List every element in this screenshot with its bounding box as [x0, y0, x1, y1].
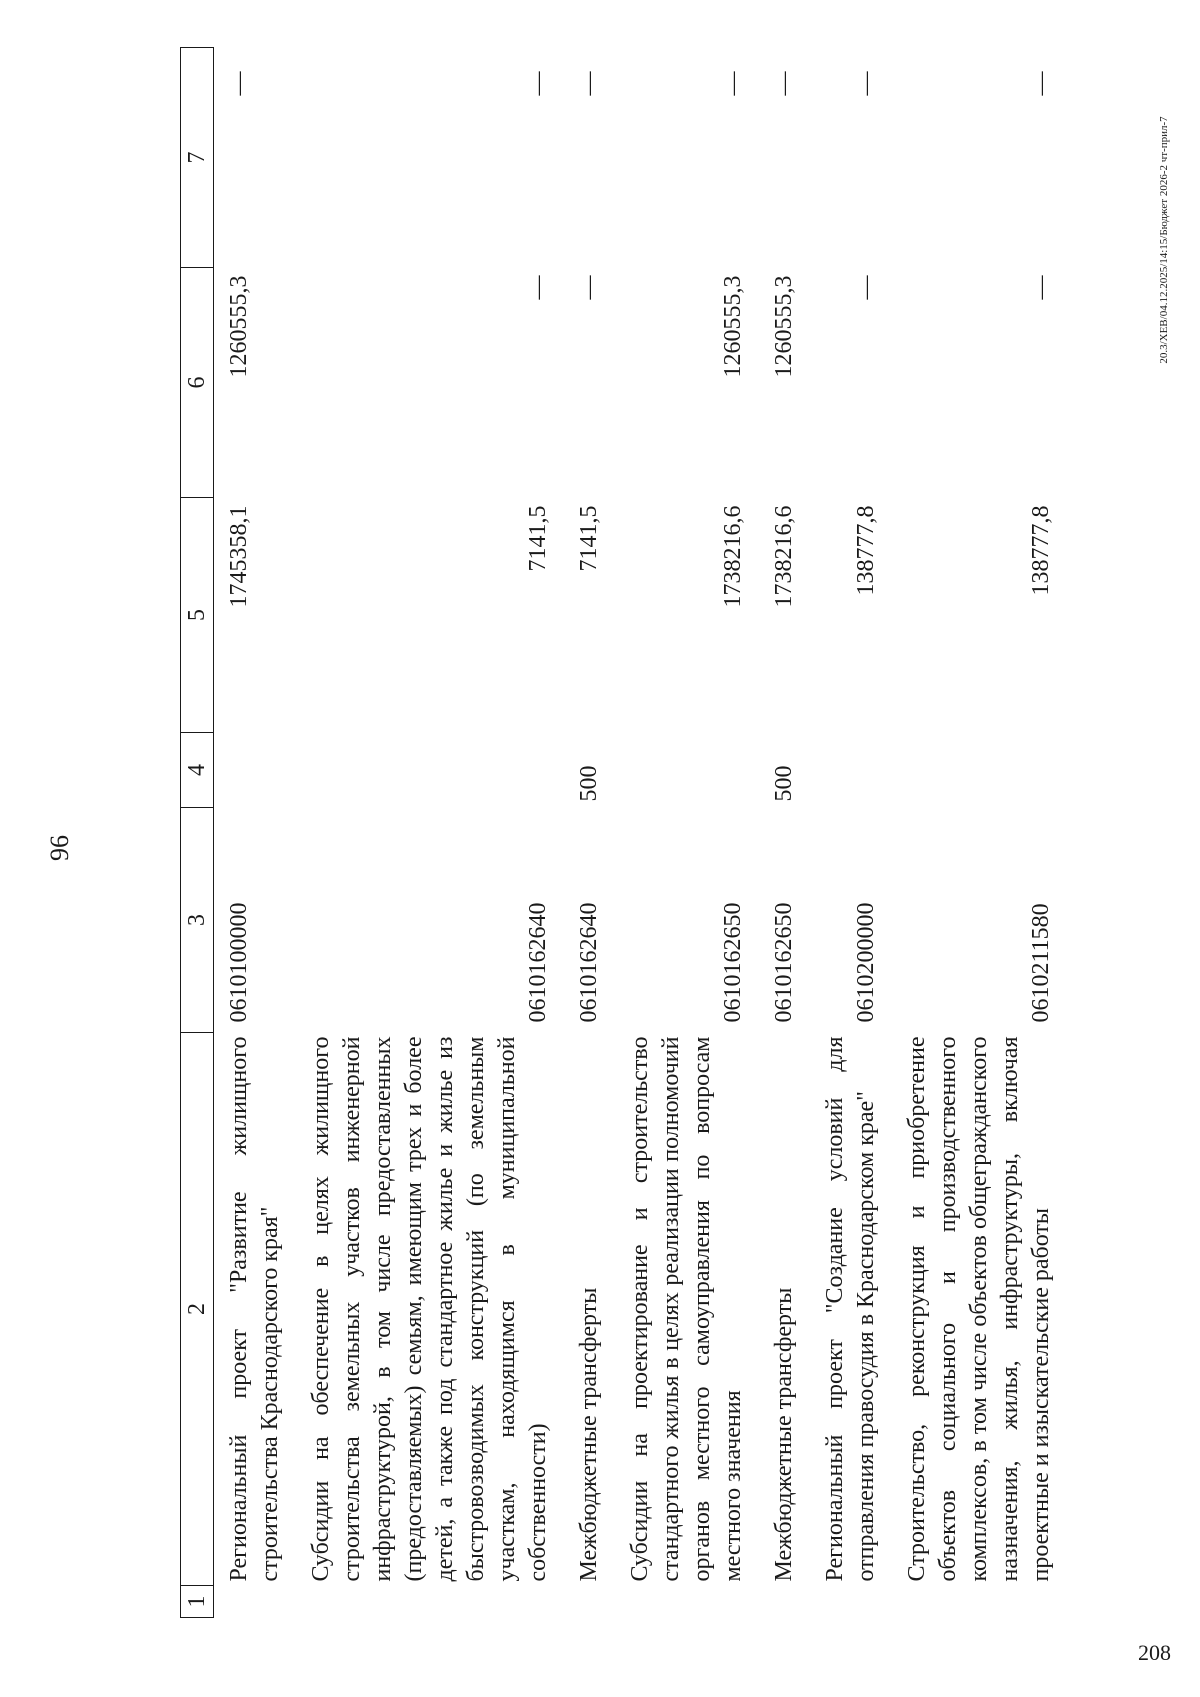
column-header: 3	[181, 808, 214, 1033]
row-number-cell	[564, 1586, 615, 1618]
amount-col-6: —	[525, 275, 551, 300]
column-header: 4	[181, 733, 214, 808]
amount-col-6: 1260555,3	[720, 275, 746, 378]
row-number-cell	[214, 1586, 297, 1618]
table-row	[564, 48, 615, 1618]
amount-col-7: —	[1028, 71, 1054, 96]
item-code: 0610211580	[1028, 903, 1054, 1023]
column-header: 2	[181, 1033, 214, 1586]
item-code: 0610162640	[525, 902, 551, 1023]
column-header: 7	[181, 48, 214, 268]
table-row	[759, 48, 810, 1618]
table-row	[296, 48, 564, 1618]
expense-type	[214, 733, 297, 808]
amount-col-7: —	[853, 71, 879, 96]
expense-type	[810, 733, 892, 808]
amount-col-5: 1738216,6	[720, 505, 746, 608]
amount-col-5: 7141,5	[576, 505, 602, 572]
amount-col-6: —	[1028, 275, 1054, 300]
item-code: 0610162640	[576, 902, 602, 1023]
amount-col-5: 1745358,1	[226, 505, 252, 608]
page-number: 96	[45, 835, 74, 861]
amount-col-6: 1260555,3	[226, 275, 252, 378]
amount-col-7: —	[525, 71, 551, 96]
amount-col-5: 1738216,6	[771, 505, 797, 608]
amount-col-7: —	[720, 71, 746, 96]
item-description: Субсидии на обеспечение в целях жилищного строительства земельных участков инженерной инфраструктурой, в том числе предоставленных (предоставляемых) семьям, имеющим трех и более детей, а также под стандартное жилье и жилье из быстровозводимых конструкций (по земельным участкам, находящимся в муниципальной собственности)	[308, 1036, 551, 1582]
budget-table-container	[180, 48, 1060, 1618]
expense-type: 500	[576, 765, 602, 802]
expense-type	[615, 733, 759, 808]
amount-col-7: —	[576, 71, 602, 96]
amount-col-6: —	[576, 275, 602, 300]
document-footer-id: 20.3/ХЕВ/04.12.2025/14:15/Бюджет 2026-2 чт-прил-7	[1158, 116, 1170, 364]
expense-type: 500	[771, 765, 797, 802]
amount-col-5: 7141,5	[525, 505, 551, 572]
item-code: 0610200000	[853, 902, 879, 1023]
item-description: Региональный проект "Развитие жилищного строительства Краснодарского края"	[226, 1036, 283, 1582]
expense-type	[296, 733, 564, 808]
table-row	[810, 48, 892, 1618]
amount-col-7: —	[226, 71, 252, 96]
amount-col-6: —	[853, 275, 879, 300]
row-number-cell	[296, 1586, 564, 1618]
budget-table	[180, 47, 1067, 1618]
table-header-row	[181, 48, 214, 1618]
amount-col-5: 138777,8	[1028, 505, 1054, 596]
expense-type	[892, 733, 1067, 808]
column-header: 6	[181, 268, 214, 498]
column-header: 5	[181, 498, 214, 733]
row-number-cell	[892, 1586, 1067, 1618]
item-description: Межбюджетные трансферты	[771, 1287, 797, 1582]
row-number-cell	[759, 1586, 810, 1618]
amount-col-6: 1260555,3	[771, 275, 797, 378]
item-code: 0610162650	[771, 902, 797, 1023]
table-row	[615, 48, 759, 1618]
row-number-cell	[810, 1586, 892, 1618]
sheet-number: 208	[1138, 1640, 1171, 1665]
row-number-cell	[615, 1586, 759, 1618]
table-row	[892, 48, 1067, 1618]
amount-col-5: 138777,8	[853, 505, 879, 596]
item-description: Субсидии на проектирование и строительство стандартного жилья в целях реализации полномочий органов местного самоуправления по вопросам местного значения	[627, 1036, 746, 1582]
item-code: 0610100000	[226, 902, 252, 1023]
item-description: Строительство, реконструкция и приобретение объектов социального и производственного комплексов, в том числе объектов общегражданского назначения, жилья, инфраструктуры, включая проектные и изыскательские работы	[904, 1036, 1054, 1582]
amount-col-7: —	[771, 71, 797, 96]
item-description: Межбюджетные трансферты	[576, 1287, 602, 1582]
column-header: 1	[181, 1586, 214, 1618]
item-code: 0610162650	[720, 902, 746, 1023]
item-description: Региональный проект "Создание условий для отправления правосудия в Краснодарском крае"	[822, 1036, 879, 1582]
table-row	[214, 48, 297, 1618]
